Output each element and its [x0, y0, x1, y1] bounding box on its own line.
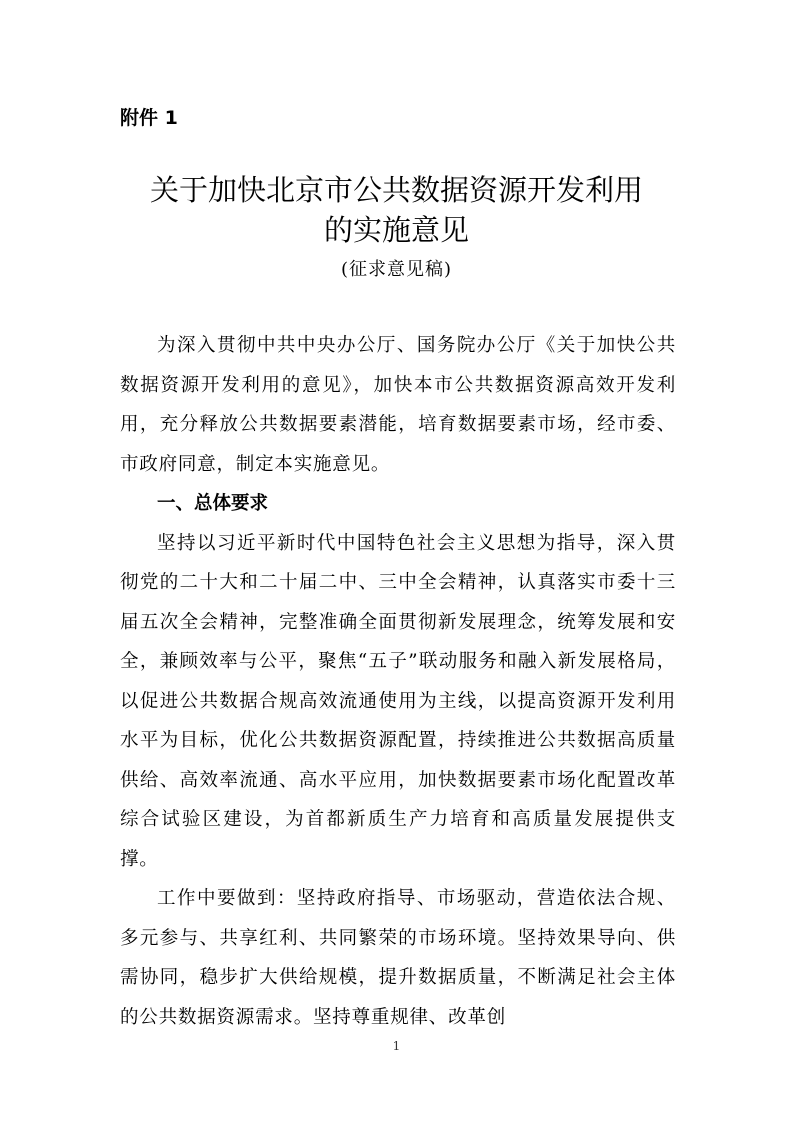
document-title-line-1: 关于加快北京市公共数据资源开发利用: [149, 173, 643, 207]
document-body: [120, 326, 676, 1037]
page-number: 1: [392, 1039, 401, 1053]
guiding-principle-paragraph: 坚持以习近平新时代中国特色社会主义思想为指导，深入贯彻党的二十大和二十届二中、三中全会精神，认真落实市委十三届五次全会精神，完整准确全面贯彻新发展理念，统筹发展和安全，兼顾效率与公平，聚焦“五子”联动服务和融入新发展格局，以促进公共数据合规高效流通使用为主线，以提高资源开发利用水平为目标，优化公共数据资源配置，持续推进公共数据高质量供给、高效率流通、高水平应用，加快数据要素市场化配置改革综合试验区建设，为首都新质生产力培育和高质量发展提供支撑。: [120, 532, 676, 870]
document-title-line-2: 的实施意见: [323, 213, 469, 247]
intro-paragraph: 为深入贯彻中共中央办公厅、国务院办公厅《关于加快公共数据资源开发利用的意见》，加快本市公共数据资源高效开发利用，充分释放公共数据要素潜能，培育数据要素市场，经市委、市政府同意，制定本实施意见。: [120, 335, 676, 475]
attachment-label: 附件 1: [120, 107, 178, 129]
work-requirements-paragraph: 工作中要做到：坚持政府指导、市场驱动，营造依法合规、多元参与、共享红利、共同繁荣的市场环境。坚持效果导向、供需协同，稳步扩大供给规模，提升数据质量，不断满足社会主体的公共数据资源需求。坚持尊重规律、改革创: [120, 888, 676, 1028]
document-subtitle: (征求意见稿): [340, 259, 453, 280]
section-heading: 一、总体要求: [157, 493, 269, 514]
